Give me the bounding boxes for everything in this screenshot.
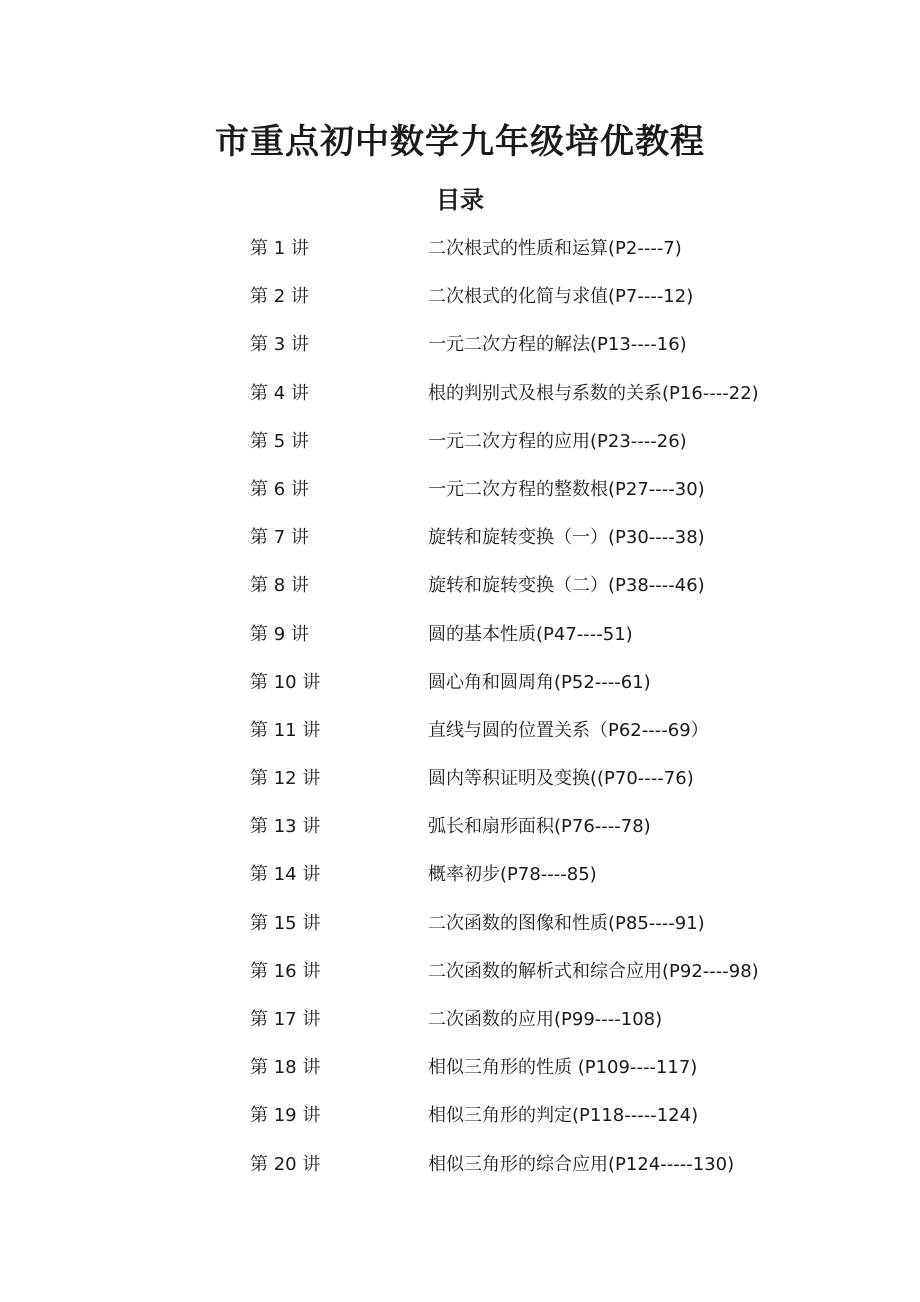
toc-row <box>0 473 920 521</box>
toc-row <box>0 1051 920 1099</box>
toc-row <box>0 328 920 376</box>
toc-lecture-number: 第 13 讲 <box>250 816 321 838</box>
toc-lecture-number: 第 6 讲 <box>250 478 309 500</box>
toc-lecture-number: 第 20 讲 <box>250 1153 321 1175</box>
toc-entry-title: 旋转和旋转变换（二）(P38----46) <box>428 575 705 597</box>
toc-entry-title: 弧长和扇形面积(P76----78) <box>428 816 651 838</box>
toc-entry-title: 一元二次方程的整数根(P27----30) <box>428 478 705 500</box>
toc-entry-title: 二次函数的图像和性质(P85----91) <box>428 912 705 934</box>
toc-entry-title: 相似三角形的判定(P118-----124) <box>428 1105 699 1127</box>
toc-lecture-number: 第 18 讲 <box>250 1057 321 1079</box>
toc-entry-title: 圆心角和圆周角(P52----61) <box>428 671 651 693</box>
toc-lecture-number: 第 7 讲 <box>250 527 309 549</box>
toc-row <box>0 762 920 810</box>
toc-row <box>0 666 920 714</box>
toc-entry-title: 概率初步(P78----85) <box>428 864 597 886</box>
toc-row <box>0 1099 920 1147</box>
toc-list <box>0 232 920 1196</box>
toc-lecture-number: 第 10 讲 <box>250 671 321 693</box>
toc-lecture-number: 第 17 讲 <box>250 1009 321 1030</box>
toc-heading: 目录 <box>436 186 484 214</box>
toc-lecture-number: 第 9 讲 <box>250 623 309 645</box>
toc-row <box>0 521 920 569</box>
toc-row <box>0 1003 920 1051</box>
toc-row <box>0 714 920 762</box>
toc-entry-title: 二次函数的解析式和综合应用(P92----98) <box>428 960 759 982</box>
toc-entry-title: 圆内等积证明及变换((P70----76) <box>428 768 694 790</box>
toc-entry-title: 圆的基本性质(P47----51) <box>428 623 633 645</box>
toc-row <box>0 377 920 425</box>
toc-entry-title: 二次根式的化简与求值(P7----12) <box>428 286 694 308</box>
toc-row <box>0 858 920 906</box>
toc-row <box>0 232 920 280</box>
toc-entry-title: 二次函数的应用(P99----108) <box>428 1009 663 1030</box>
toc-lecture-number: 第 1 讲 <box>250 238 309 259</box>
toc-row <box>0 955 920 1003</box>
document-title: 市重点初中数学九年级培优教程 <box>215 122 705 162</box>
toc-lecture-number: 第 5 讲 <box>250 430 309 452</box>
toc-lecture-number: 第 3 讲 <box>250 334 309 356</box>
toc-lecture-number: 第 12 讲 <box>250 768 321 790</box>
toc-row <box>0 1148 920 1196</box>
toc-row <box>0 280 920 328</box>
toc-row <box>0 425 920 473</box>
toc-entry-title: 相似三角形的性质 (P109----117) <box>428 1057 698 1079</box>
toc-entry-title: 根的判别式及根与系数的关系(P16----22) <box>428 382 759 404</box>
toc-entry-title: 直线与圆的位置关系（P62----69） <box>428 719 709 741</box>
toc-row <box>0 569 920 617</box>
toc-entry-title: 一元二次方程的解法(P13----16) <box>428 334 687 356</box>
toc-lecture-number: 第 4 讲 <box>250 382 309 404</box>
toc-lecture-number: 第 15 讲 <box>250 912 321 934</box>
toc-entry-title: 二次根式的性质和运算(P2----7) <box>428 238 682 259</box>
toc-lecture-number: 第 19 讲 <box>250 1105 321 1127</box>
toc-lecture-number: 第 16 讲 <box>250 960 321 982</box>
toc-lecture-number: 第 14 讲 <box>250 864 321 886</box>
toc-lecture-number: 第 2 讲 <box>250 286 309 308</box>
toc-entry-title: 相似三角形的综合应用(P124-----130) <box>428 1153 735 1175</box>
toc-row <box>0 907 920 955</box>
toc-row <box>0 618 920 666</box>
toc-lecture-number: 第 8 讲 <box>250 575 309 597</box>
toc-lecture-number: 第 11 讲 <box>250 719 321 741</box>
toc-row <box>0 810 920 858</box>
toc-entry-title: 一元二次方程的应用(P23----26) <box>428 430 687 452</box>
toc-entry-title: 旋转和旋转变换（一）(P30----38) <box>428 527 705 549</box>
